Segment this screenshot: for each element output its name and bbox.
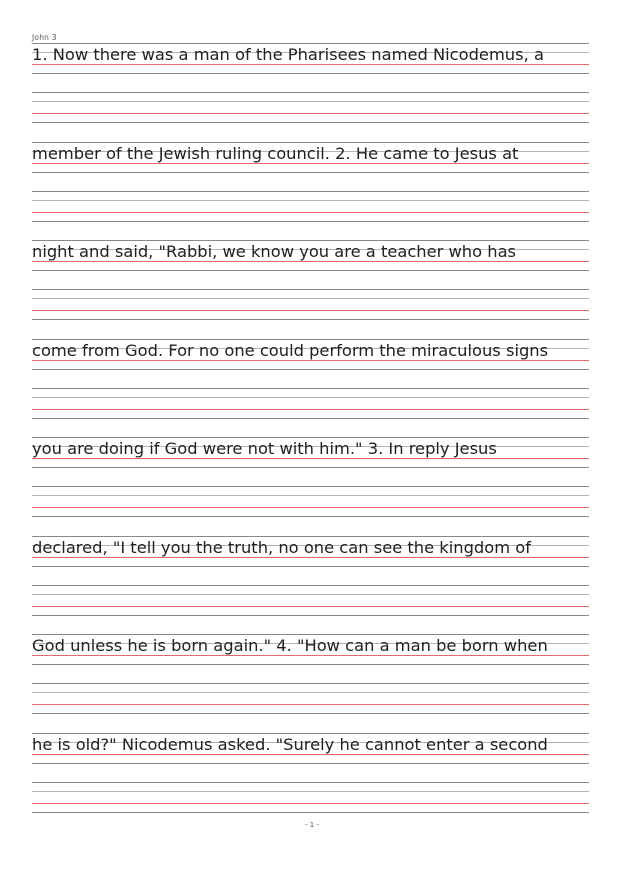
guide-line (32, 369, 589, 370)
guide-line (32, 240, 589, 241)
verse-line: come from God. For no one could perform the miraculous signs (32, 341, 549, 360)
guide-line (32, 566, 589, 567)
guide-line (32, 270, 589, 271)
guide-line (32, 298, 589, 299)
guide-line (32, 289, 589, 290)
verse-line: member of the Jewish ruling council. 2. He came to Jesus at (32, 144, 519, 163)
guide-line (32, 585, 589, 586)
writing-block (32, 43, 589, 128)
guide-line-red (32, 212, 589, 213)
guide-line-red (32, 704, 589, 705)
guide-line-red (32, 310, 589, 311)
guide-line-red (32, 606, 589, 607)
verse-line: declared, "I tell you the truth, no one can see the kingdom of (32, 538, 531, 557)
page-header: John 3 (32, 33, 57, 42)
guide-line (32, 191, 589, 192)
guide-line (32, 319, 589, 320)
guide-line (32, 634, 589, 635)
guide-line-red (32, 803, 589, 804)
verse-line: 1. Now there was a man of the Pharisees named Nicodemus, a (32, 45, 544, 64)
writing-block (32, 339, 589, 424)
guide-line (32, 594, 589, 595)
guide-line (32, 172, 589, 173)
guide-line (32, 536, 589, 537)
guide-line-red (32, 113, 589, 114)
guide-line (32, 713, 589, 714)
guide-line (32, 683, 589, 684)
guide-line (32, 339, 589, 340)
guide-line (32, 812, 589, 813)
verse-line: he is old?" Nicodemus asked. "Surely he cannot enter a second (32, 735, 548, 754)
verse-line: night and said, "Rabbi, we know you are a teacher who has (32, 242, 517, 261)
guide-line (32, 142, 589, 143)
guide-line (32, 495, 589, 496)
guide-line-red (32, 409, 589, 410)
guide-line (32, 101, 589, 102)
guide-line (32, 73, 589, 74)
guide-line-red (32, 507, 589, 508)
guide-line (32, 418, 589, 419)
guide-line (32, 43, 589, 44)
verse-line: God unless he is born again." 4. "How can a man be born when (32, 636, 548, 655)
guide-line (32, 388, 589, 389)
guide-line (32, 615, 589, 616)
guide-line (32, 516, 589, 517)
writing-block (32, 240, 589, 325)
writing-block (32, 142, 589, 227)
guide-line (32, 467, 589, 468)
writing-block (32, 733, 589, 818)
guide-line (32, 437, 589, 438)
guide-line (32, 200, 589, 201)
guide-line (32, 221, 589, 222)
writing-block (32, 536, 589, 621)
guide-line (32, 791, 589, 792)
guide-line (32, 692, 589, 693)
guide-line (32, 122, 589, 123)
guide-line (32, 397, 589, 398)
guide-line (32, 664, 589, 665)
guide-line (32, 92, 589, 93)
guide-line (32, 763, 589, 764)
guide-line (32, 486, 589, 487)
guide-line (32, 782, 589, 783)
page-number: - 1 - (305, 821, 319, 829)
writing-block (32, 634, 589, 719)
writing-block (32, 437, 589, 522)
verse-line: you are doing if God were not with him." 3. In reply Jesus (32, 439, 497, 458)
guide-line (32, 733, 589, 734)
